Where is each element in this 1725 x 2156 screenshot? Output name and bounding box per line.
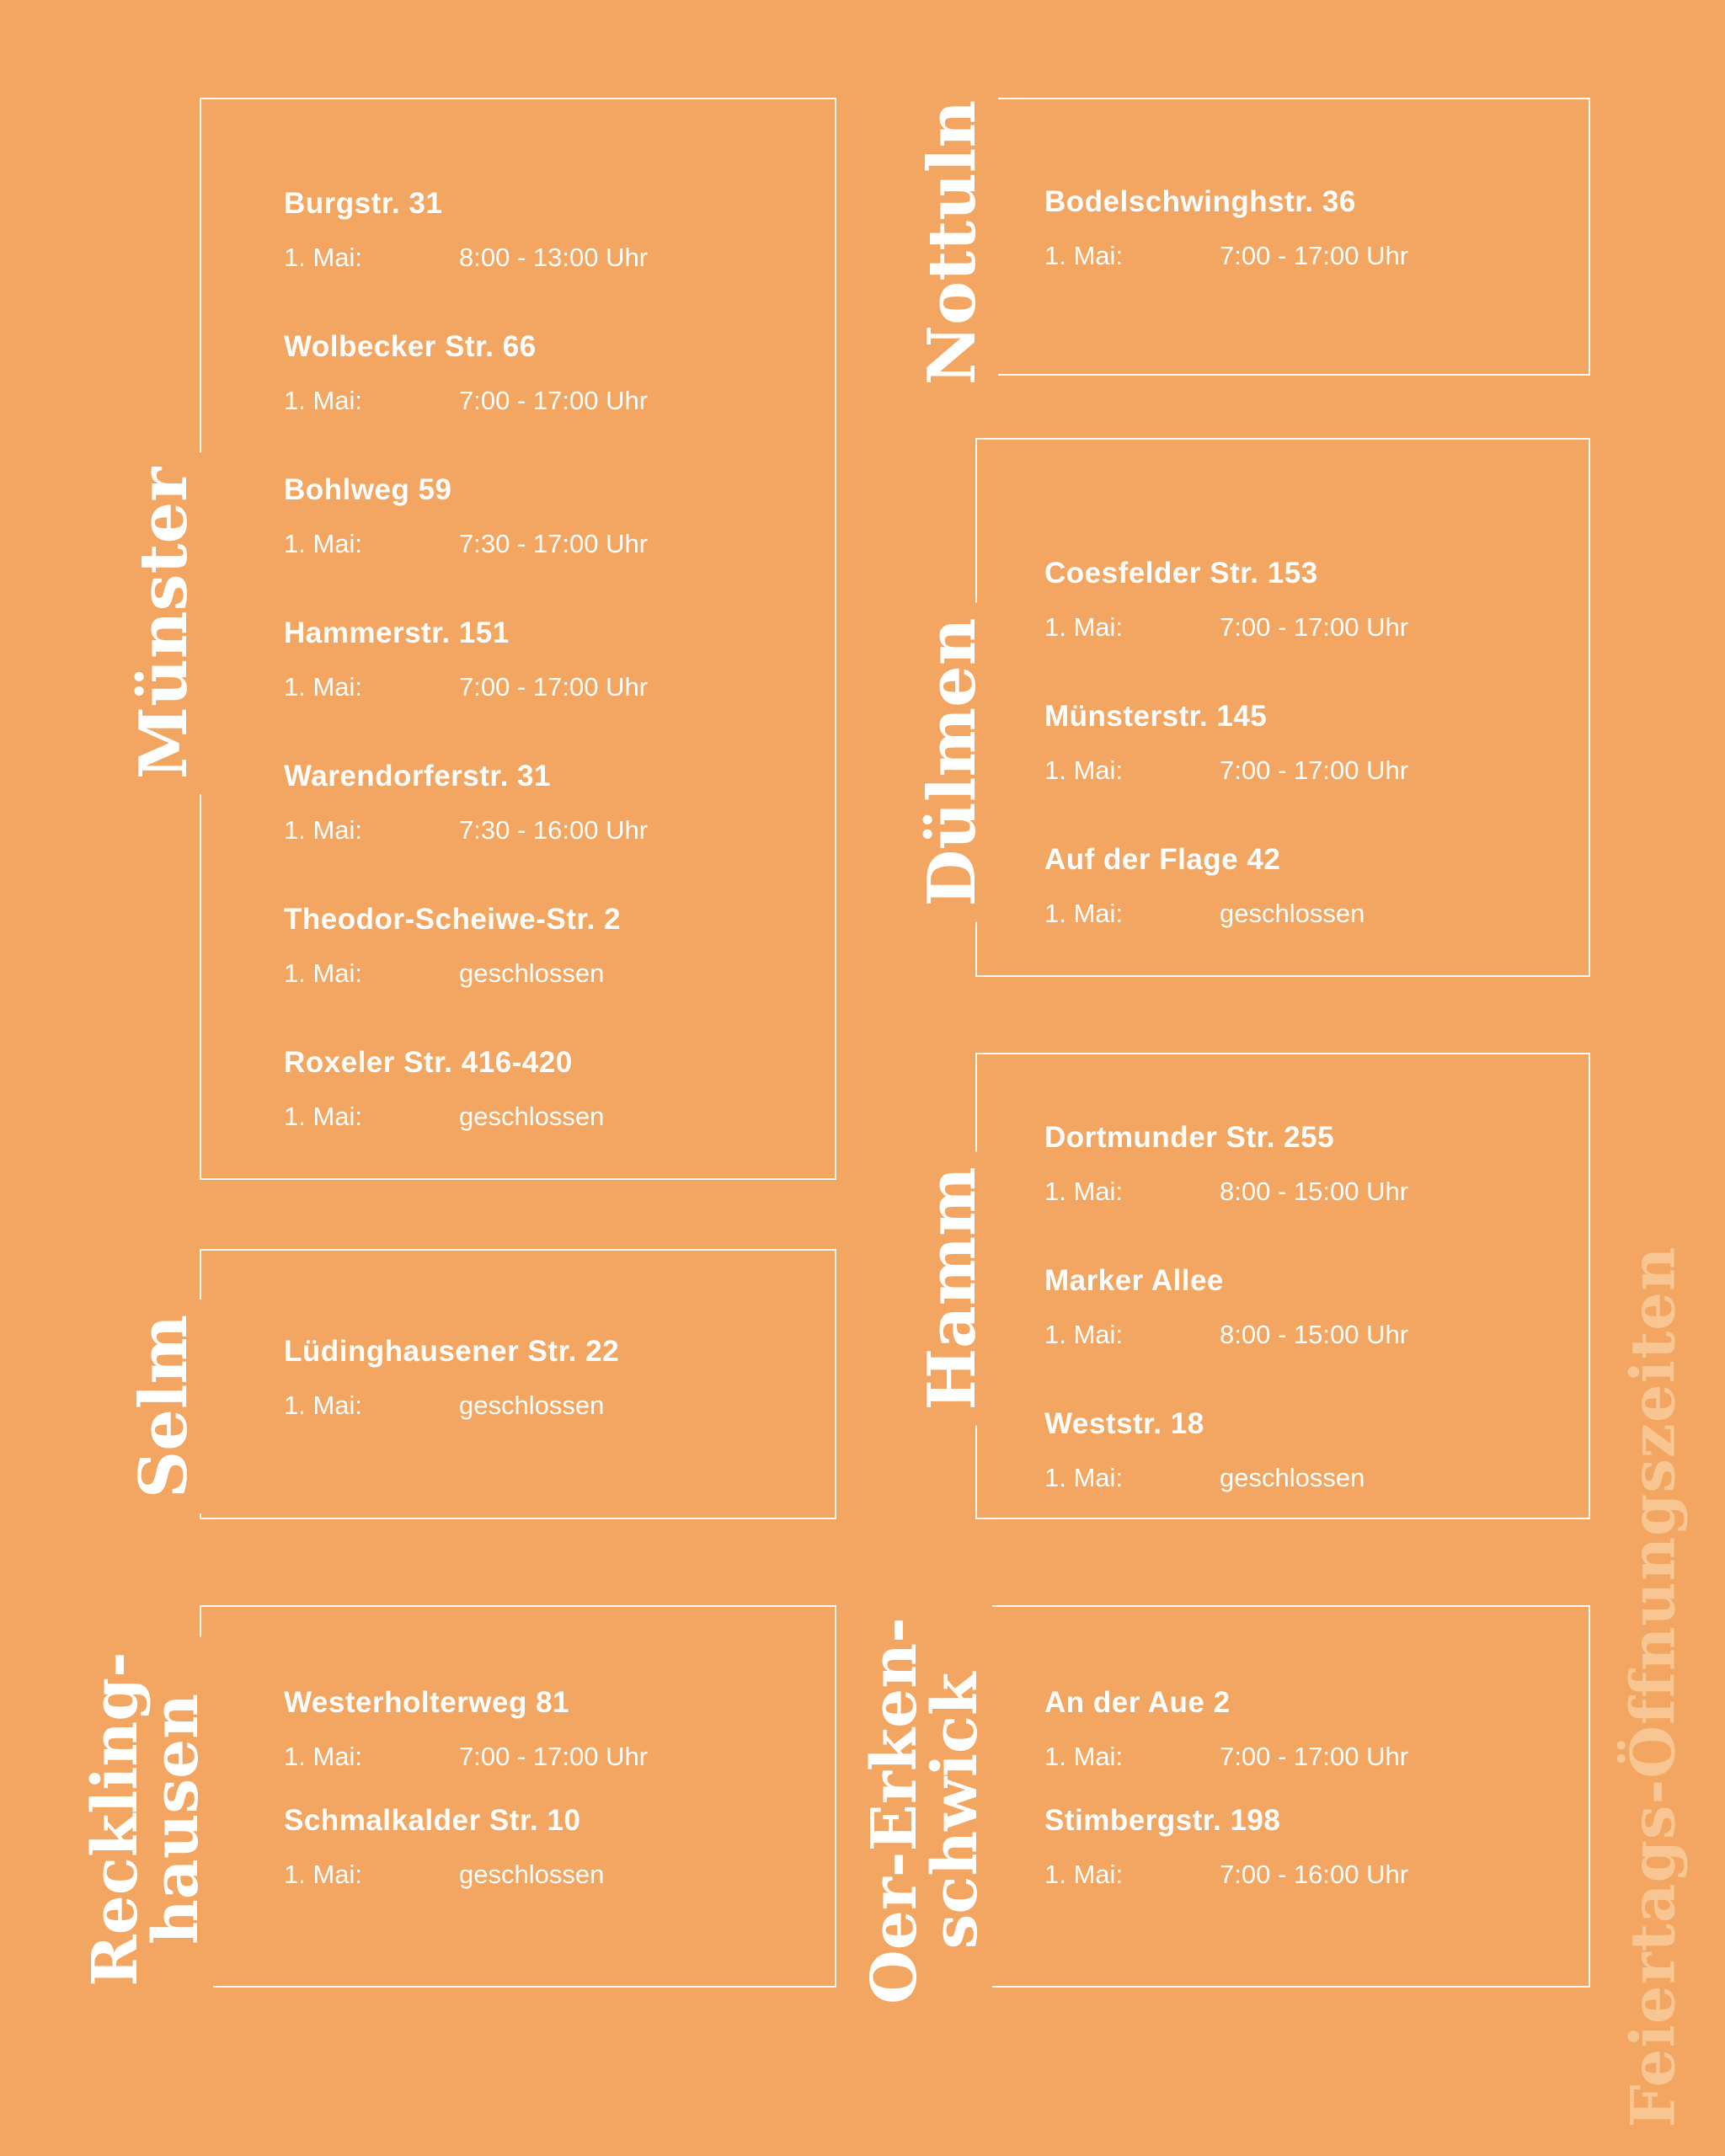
store-entry-list	[977, 1607, 1589, 1986]
hours-row	[1044, 1462, 1563, 1494]
holiday-day-label: 1. Mai:	[284, 243, 363, 272]
hours-row	[284, 1390, 809, 1422]
street-name: Bodelschwinghstr. 36	[1044, 185, 1356, 218]
store-entry	[1044, 556, 1563, 643]
street-name: Westerholterweg 81	[284, 1686, 570, 1719]
store-entry-list	[201, 99, 835, 1178]
street-name: Auf der Flage 42	[1044, 843, 1281, 876]
city-label-line: schwick	[919, 1672, 991, 1950]
opening-hours-value: geschlossen	[1220, 1463, 1365, 1492]
hours-row	[1044, 611, 1563, 643]
hours-row	[1044, 898, 1563, 930]
city-label-line: Münster	[126, 467, 202, 780]
opening-hours-value: geschlossen	[459, 1102, 605, 1131]
hours-row	[284, 814, 809, 846]
city-label-muenster	[119, 452, 210, 794]
hours-row	[284, 528, 809, 560]
opening-hours-value: 8:00 - 15:00 Uhr	[1220, 1177, 1409, 1206]
city-section-oer-erkenschwick	[975, 1605, 1590, 1988]
opening-hours-value: 7:00 - 16:00 Uhr	[1220, 1860, 1409, 1889]
street-name: Münsterstr. 145	[1044, 700, 1268, 733]
store-entry-list	[201, 1251, 835, 1518]
holiday-day-label: 1. Mai:	[284, 1102, 363, 1131]
opening-hours-value: 7:00 - 17:00 Uhr	[459, 672, 649, 702]
store-entry	[284, 1685, 809, 1773]
street-name: An der Aue 2	[1044, 1686, 1231, 1719]
city-label-line: hausen	[140, 1693, 212, 1945]
store-entry-list	[201, 1607, 835, 1986]
store-entry	[284, 329, 809, 417]
store-entry-list	[977, 440, 1589, 975]
city-section-duelmen	[975, 438, 1590, 977]
store-entry	[1044, 842, 1563, 930]
street-name: Theodor-Scheiwe-Str. 2	[284, 903, 621, 936]
city-label-line: Hamm	[914, 1166, 991, 1411]
store-entry	[1044, 1685, 1563, 1773]
store-entry	[1044, 1406, 1563, 1494]
city-section-hamm	[975, 1053, 1590, 1519]
city-label-oer-erkenschwick	[857, 1602, 992, 2020]
holiday-day-label: 1. Mai:	[1044, 1320, 1124, 1349]
hours-row	[1044, 1319, 1563, 1351]
city-section-recklinghausen	[200, 1605, 836, 1988]
street-name: Lüdinghausener Str. 22	[284, 1335, 620, 1368]
street-name: Roxeler Str. 416-420	[284, 1046, 573, 1079]
hours-row	[1044, 1859, 1563, 1891]
store-entry	[1044, 1263, 1563, 1351]
street-name: Stimbergstr. 198	[1044, 1804, 1281, 1837]
holiday-day-label: 1. Mai:	[284, 672, 363, 702]
opening-hours-value: geschlossen	[459, 1860, 605, 1889]
store-entry	[1044, 699, 1563, 787]
opening-hours-value: 7:30 - 16:00 Uhr	[459, 815, 649, 845]
opening-hours-value: 8:00 - 13:00 Uhr	[459, 243, 649, 272]
store-entry	[1044, 1803, 1563, 1891]
street-name: Wolbecker Str. 66	[284, 330, 537, 363]
opening-hours-value: geschlossen	[459, 958, 605, 988]
holiday-day-label: 1. Mai:	[1044, 1860, 1124, 1889]
opening-hours-value: 7:00 - 17:00 Uhr	[459, 1742, 649, 1771]
city-label-line: Nottuln	[914, 99, 991, 386]
holiday-day-label: 1. Mai:	[1044, 1742, 1124, 1771]
opening-hours-value: 8:00 - 15:00 Uhr	[1220, 1320, 1409, 1349]
opening-hours-value: 7:30 - 17:00 Uhr	[459, 529, 649, 558]
store-entry	[284, 472, 809, 560]
hours-row	[284, 385, 809, 417]
street-name: Burgstr. 31	[284, 187, 443, 220]
opening-hours-value: 7:00 - 17:00 Uhr	[1220, 1742, 1409, 1771]
street-name: Marker Allee	[1044, 1264, 1224, 1297]
holiday-day-label: 1. Mai:	[284, 386, 363, 415]
holiday-day-label: 1. Mai:	[284, 1742, 363, 1771]
store-entry-list	[977, 99, 1589, 374]
store-entry	[284, 1334, 809, 1422]
store-entry	[1044, 184, 1563, 272]
holiday-day-label: 1. Mai:	[1044, 241, 1124, 270]
street-name: Schmalkalder Str. 10	[284, 1804, 581, 1837]
street-name: Coesfelder Str. 153	[1044, 557, 1318, 590]
street-name: Hammerstr. 151	[284, 616, 510, 649]
city-label-line: Dülmen	[914, 617, 991, 907]
store-entry	[284, 616, 809, 703]
street-name: Bohlweg 59	[284, 473, 452, 506]
store-entry	[284, 902, 809, 990]
store-entry	[284, 186, 809, 274]
hours-row	[284, 1101, 809, 1133]
hours-row	[1044, 240, 1563, 272]
holiday-day-label: 1. Mai:	[1044, 1177, 1124, 1206]
hours-row	[284, 958, 809, 990]
holiday-day-label: 1. Mai:	[284, 815, 363, 845]
store-entry	[284, 1803, 809, 1891]
opening-hours-value: 7:00 - 17:00 Uhr	[1220, 612, 1409, 642]
holiday-day-label: 1. Mai:	[1044, 899, 1124, 928]
opening-hours-value: 7:00 - 17:00 Uhr	[459, 386, 649, 415]
holiday-day-label: 1. Mai:	[1044, 612, 1124, 642]
holiday-day-label: 1. Mai:	[284, 1860, 363, 1889]
city-label-selm	[119, 1299, 210, 1513]
holiday-day-label: 1. Mai:	[284, 529, 363, 558]
hours-row	[1044, 1176, 1563, 1208]
hours-row	[284, 1741, 809, 1773]
opening-hours-value: geschlossen	[1220, 899, 1365, 928]
street-name: Warendorferstr. 31	[284, 760, 551, 792]
city-section-selm	[200, 1249, 836, 1519]
city-label-hamm	[907, 1151, 998, 1425]
store-entry	[284, 759, 809, 846]
city-label-recklinghausen	[78, 1636, 213, 2001]
store-entry	[284, 1045, 809, 1133]
store-entry	[1044, 1120, 1563, 1208]
street-name: Dortmunder Str. 255	[1044, 1121, 1335, 1154]
city-label-duelmen	[907, 603, 998, 922]
store-entry-list	[977, 1054, 1589, 1518]
city-label-line: Selm	[126, 1314, 202, 1499]
city-label-line: Oer-Erken-	[858, 1617, 931, 2004]
hours-row	[1044, 755, 1563, 787]
city-label-nottuln	[907, 85, 998, 400]
hours-row	[284, 671, 809, 703]
watermark-title: Feiertags-Öffnungszeiten	[1616, 1246, 1689, 2128]
city-section-muenster	[200, 98, 836, 1180]
opening-hours-value: geschlossen	[459, 1390, 605, 1420]
street-name: Weststr. 18	[1044, 1407, 1204, 1440]
holiday-day-label: 1. Mai:	[284, 958, 363, 988]
hours-row	[1044, 1741, 1563, 1773]
holiday-day-label: 1. Mai:	[284, 1390, 363, 1420]
hours-row	[284, 1859, 809, 1891]
city-section-nottuln	[975, 98, 1590, 376]
holiday-day-label: 1. Mai:	[1044, 1463, 1124, 1492]
city-label-line: Reckling-	[79, 1652, 152, 1987]
holiday-day-label: 1. Mai:	[1044, 755, 1124, 785]
hours-row	[284, 242, 809, 274]
opening-hours-value: 7:00 - 17:00 Uhr	[1220, 241, 1409, 270]
opening-hours-value: 7:00 - 17:00 Uhr	[1220, 755, 1409, 785]
